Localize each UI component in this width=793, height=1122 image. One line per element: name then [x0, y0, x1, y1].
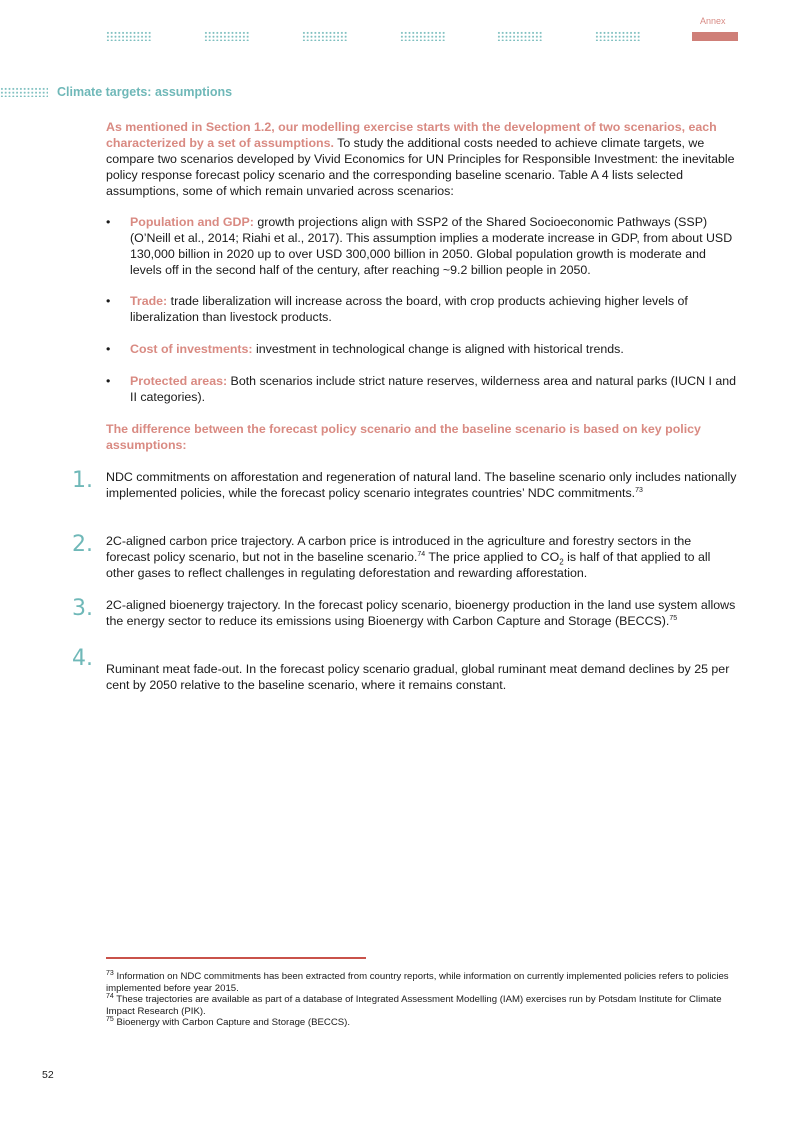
bullet-label: Protected areas:	[130, 374, 228, 388]
numbered-item-1	[106, 469, 738, 501]
footnote-divider	[106, 957, 366, 959]
footnote-ref: 73	[635, 486, 643, 494]
bullet-label: Population and GDP:	[130, 215, 254, 229]
numbered-text-end: is half of that applied to all other gases to reflect challenges in regulating deforestation and rewarding afforestation.	[106, 550, 711, 580]
subscript: 2	[559, 557, 564, 567]
numbered-text: Ruminant meat fade-out. In the forecast policy scenario gradual, global ruminant meat demand declines by 25 per cent by 2050 relative to the baseline scenario, where it remains constant.	[106, 662, 730, 692]
bullet-marker: •	[106, 294, 111, 308]
section-dots	[0, 87, 48, 97]
list-number-4: 4.	[72, 646, 93, 671]
footnote-text: These trajectories are available as part of a database of Integrated Assessment Modelling (IAM) exercises run by Potsdam Institute for Climate Impact Research (PIK).	[106, 994, 722, 1017]
numbered-item-3	[106, 597, 738, 629]
header-dots-3	[302, 31, 348, 41]
header-dots-6	[595, 31, 641, 41]
numbered-text: NDC commitments on afforestation and regeneration of natural land. The baseline scenario only includes nationally implemented policies, while the forecast policy scenario integrates countries’ NDC commitments.	[106, 470, 737, 500]
bullet-marker: •	[106, 374, 111, 388]
numbered-item-4	[106, 661, 738, 693]
footnote-text: Bioenergy with Carbon Capture and Storage (BECCS).	[116, 1017, 351, 1028]
list-number-1: 1.	[72, 468, 93, 493]
annex-label: Annex	[700, 16, 726, 26]
annex-tab-bar	[692, 32, 738, 41]
bullet-marker: •	[106, 215, 111, 229]
numbered-text: 2C-aligned carbon price trajectory. A carbon price is introduced in the agriculture and forestry sectors in the forecast policy scenario, but not in the baseline scenario.	[106, 534, 692, 564]
numbered-item-2	[106, 533, 738, 581]
bullet-text: Both scenarios include strict nature reserves, wilderness area and natural parks (IUCN I and II categories).	[130, 374, 737, 404]
footnote	[106, 1017, 738, 1029]
footnote-ref: 75	[669, 614, 678, 622]
intro-paragraph	[106, 119, 738, 199]
list-number-3: 3.	[72, 596, 93, 621]
footnotes	[106, 971, 738, 1029]
bullet-label: Cost of investments:	[130, 342, 253, 356]
footnote	[106, 971, 738, 994]
footnote-number: 73	[106, 969, 114, 977]
header-dots-1	[106, 31, 152, 41]
page-number: 52	[42, 1069, 54, 1081]
intro-lead: As mentioned in Section 1.2, our modelling exercise starts with the development of two scenarios, each characterized by a set of assumptions.	[106, 120, 717, 150]
footnote-number: 75	[106, 1015, 114, 1023]
bullet-text: trade liberalization will increase across the board, with crop products achieving higher levels of liberalization than livestock products.	[130, 294, 688, 324]
bullet-text: investment in technological change is aligned with historical trends.	[252, 342, 624, 356]
bullet-marker: •	[106, 342, 111, 356]
header-dots-4	[400, 31, 446, 41]
numbered-text: 2C-aligned bioenergy trajectory. In the forecast policy scenario, bioenergy production in the land use system allows the energy sector to reduce its emissions using Bioenergy with Carbon Capture and Storage (BECCS).	[106, 598, 736, 628]
bullet-text: growth projections align with SSP2 of the Shared Socioeconomic Pathways (SSP) (O’Neill et al., 2014; Riahi et al., 2017). This assumption implies a moderate increase in GDP, from about USD 130,000 billion in 2020 up to over USD 300,000 billion in 2050. Global population growth is moderate and levels off in the second half of the century, after reaching ~9.2 billion people in 2050.	[130, 215, 733, 277]
section-title: Climate targets: assumptions	[57, 85, 233, 99]
header-dots-2	[204, 31, 250, 41]
header-dots-5	[497, 31, 543, 41]
list-number-2: 2.	[72, 532, 93, 557]
footnote-text: Information on NDC commitments has been extracted from country reports, while information on currently implemented policies refers to policies implemented before year 2015.	[106, 971, 729, 994]
difference-heading: The difference between the forecast policy scenario and the baseline scenario is based on key policy assumptions:	[106, 422, 701, 452]
intro-body: To study the additional costs needed to achieve climate targets, we compare two scenarios developed by Vivid Economics for UN Principles for Responsible Investment: the inevitable policy response forecast policy scenario and the corresponding baseline scenario. Table A 4 lists selected assumptions, some of which remain unvaried across scenarios:	[106, 136, 735, 198]
footnote-ref: 74	[417, 550, 426, 558]
footnote	[106, 994, 738, 1017]
numbered-text-cont: The price applied to CO	[425, 550, 560, 564]
footnote-number: 74	[106, 992, 114, 1000]
bullet-label: Trade:	[130, 294, 168, 308]
